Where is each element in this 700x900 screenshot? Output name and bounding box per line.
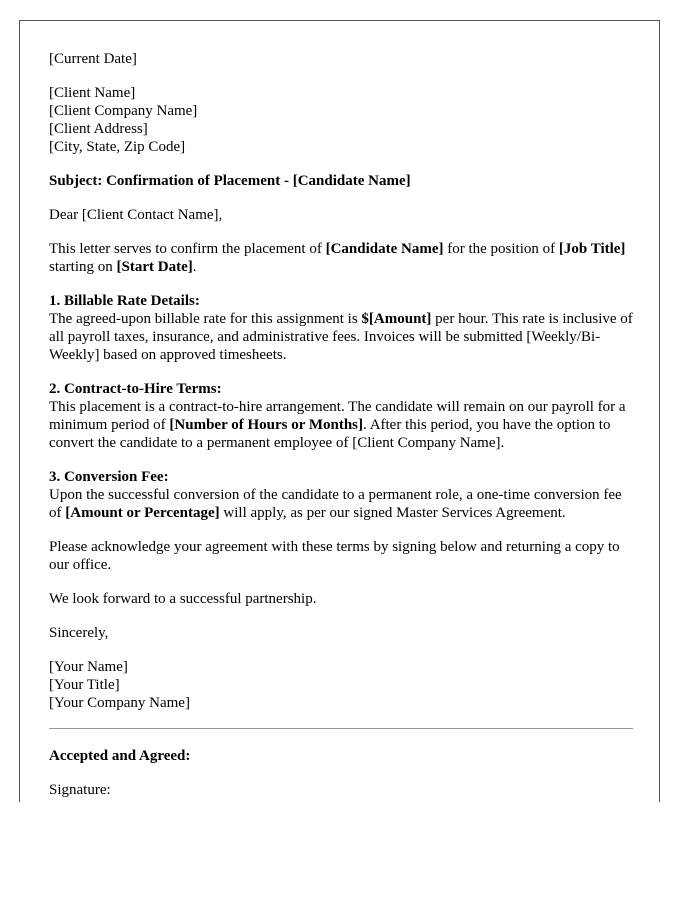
section-text: This placement is a contract-to-hire arrangement. The candidate will remain on our payroll for a minimum period of	[49, 399, 626, 433]
section-divider	[49, 728, 633, 729]
section-billable-rate	[49, 292, 633, 364]
intro-text: .	[192, 259, 197, 275]
signature-field-label: Signature:	[49, 782, 111, 798]
section-text: will apply, as per our signed Master Services Agreement.	[219, 505, 566, 521]
section-heading: 3. Conversion Fee:	[49, 469, 169, 485]
letter-body	[49, 50, 633, 802]
letter-subject: Subject: Confirmation of Placement - [Candidate Name]	[49, 173, 411, 189]
letter-page	[19, 20, 660, 802]
address-line: [Client Company Name]	[49, 103, 198, 119]
address-line: [Client Address]	[49, 121, 148, 137]
letter-date: [Current Date]	[49, 51, 137, 67]
intro-text: This letter serves to confirm the placement of	[49, 241, 326, 257]
letter-closing: Sincerely,	[49, 625, 109, 641]
candidate-name-field: [Candidate Name]	[325, 241, 444, 257]
fee-field: [Amount or Percentage]	[65, 505, 220, 521]
letter-salutation: Dear [Client Contact Name],	[49, 207, 223, 223]
section-contract-terms	[49, 380, 633, 452]
period-field: [Number of Hours or Months]	[169, 417, 364, 433]
section-text: Upon the successful conversion of the candidate to a permanent role, a one-time conversion fee of	[49, 487, 622, 521]
address-line: [Client Name]	[49, 85, 136, 101]
start-date-field: [Start Date]	[116, 259, 193, 275]
signature-line: [Your Name]	[49, 659, 128, 675]
section-heading: 2. Contract-to-Hire Terms:	[49, 381, 222, 397]
section-text: per hour. This rate is inclusive of all payroll taxes, insurance, and administrative fees. Invoices will be submitted [Weekly/Bi-Weekly] based on approved timesheets.	[49, 311, 633, 363]
accepted-heading: Accepted and Agreed:	[49, 748, 191, 764]
intro-paragraph	[49, 240, 633, 276]
intro-text: for the position of	[443, 241, 559, 257]
sender-signature-block	[49, 658, 633, 712]
section-text: The agreed-upon billable rate for this assignment is	[49, 311, 362, 327]
section-conversion-fee	[49, 468, 633, 522]
signature-line: [Your Title]	[49, 677, 120, 693]
amount-field: $[Amount]	[361, 311, 432, 327]
section-heading: 1. Billable Rate Details:	[49, 293, 200, 309]
section-text: . After this period, you have the option to convert the candidate to a permanent employee of [Client Company Name].	[49, 417, 611, 451]
intro-text: starting on	[49, 259, 117, 275]
address-line: [City, State, Zip Code]	[49, 139, 186, 155]
signature-line: [Your Company Name]	[49, 695, 190, 711]
acknowledge-paragraph: Please acknowledge your agreement with these terms by signing below and returning a copy to our office.	[49, 539, 620, 573]
job-title-field: [Job Title]	[558, 241, 626, 257]
recipient-address	[49, 84, 633, 156]
partnership-paragraph: We look forward to a successful partnership.	[49, 591, 317, 607]
